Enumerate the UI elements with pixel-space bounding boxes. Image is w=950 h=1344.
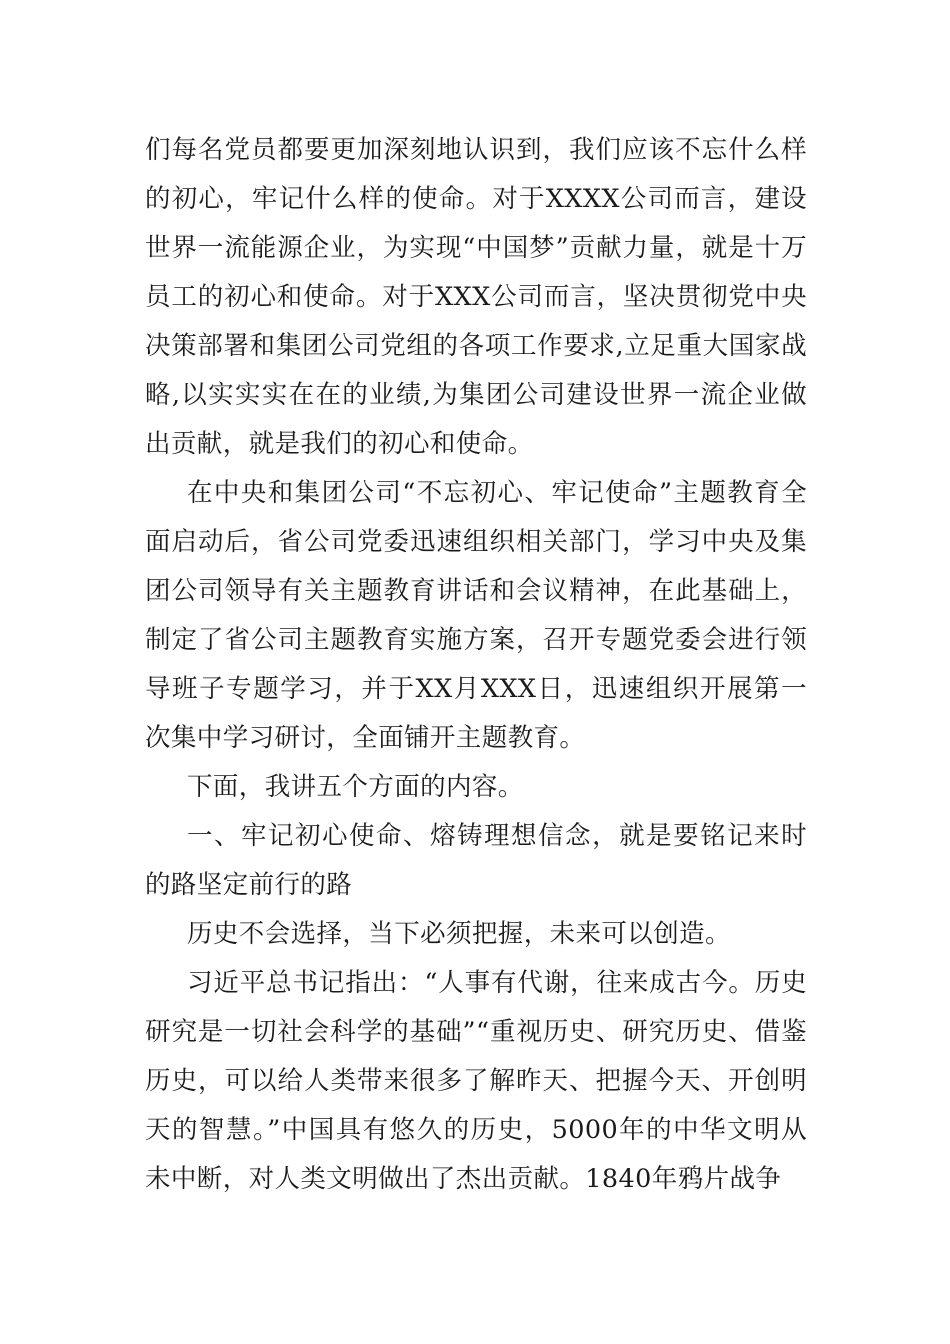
paragraph-3: 下面，我讲五个方面的内容。: [187, 772, 524, 802]
paragraph-1: 们每名党员都要更加深刻地认识到，我们应该不忘什么样的初心，牢记什么样的使命。对于XXXX公司而言，建设世界一流能源企业，为实现“中国梦”贡献力量，就是十万员工的初心和使命。对于XXX公司而言，坚决贯彻党中央决策部署和集团公司党组的各项工作要求,立足重大国家战略,以实实实在在的业绩,为集团公司建设世界一流企业做出贡献，就是我们的初心和使命。: [145, 135, 807, 459]
section-heading-1: 一、牢记初心使命、熔铸理想信念，就是要铭记来时的路坚定前行的路: [145, 821, 807, 900]
paragraph-4: 历史不会选择，当下必须把握，未来可以创造。: [187, 919, 731, 949]
paragraph-5: 习近平总书记指出：“人事有代谢，往来成古今。历史研究是一切社会科学的基础”“重视历史、研究历史、借鉴历史，可以给人类带来很多了解昨天、把握今天、开创明天的智慧。”中国具有悠久的历史，5000年的中华文明从未中断，对人类文明做出了杰出贡献。1840年鸦片战争: [145, 968, 807, 1194]
paragraph-2: 在中央和集团公司“不忘初心、牢记使命”主题教育全面启动后，省公司党委迅速组织相关部门，学习中央及集团公司领导有关主题教育讲话和会议精神，在此基础上，制定了省公司主题教育实施方案，召开专题党委会进行领导班子专题学习，并于XX月XXX日，迅速组织开展第一次集中学习研讨，全面铺开主题教育。: [145, 478, 807, 753]
document-body: [145, 126, 807, 1204]
